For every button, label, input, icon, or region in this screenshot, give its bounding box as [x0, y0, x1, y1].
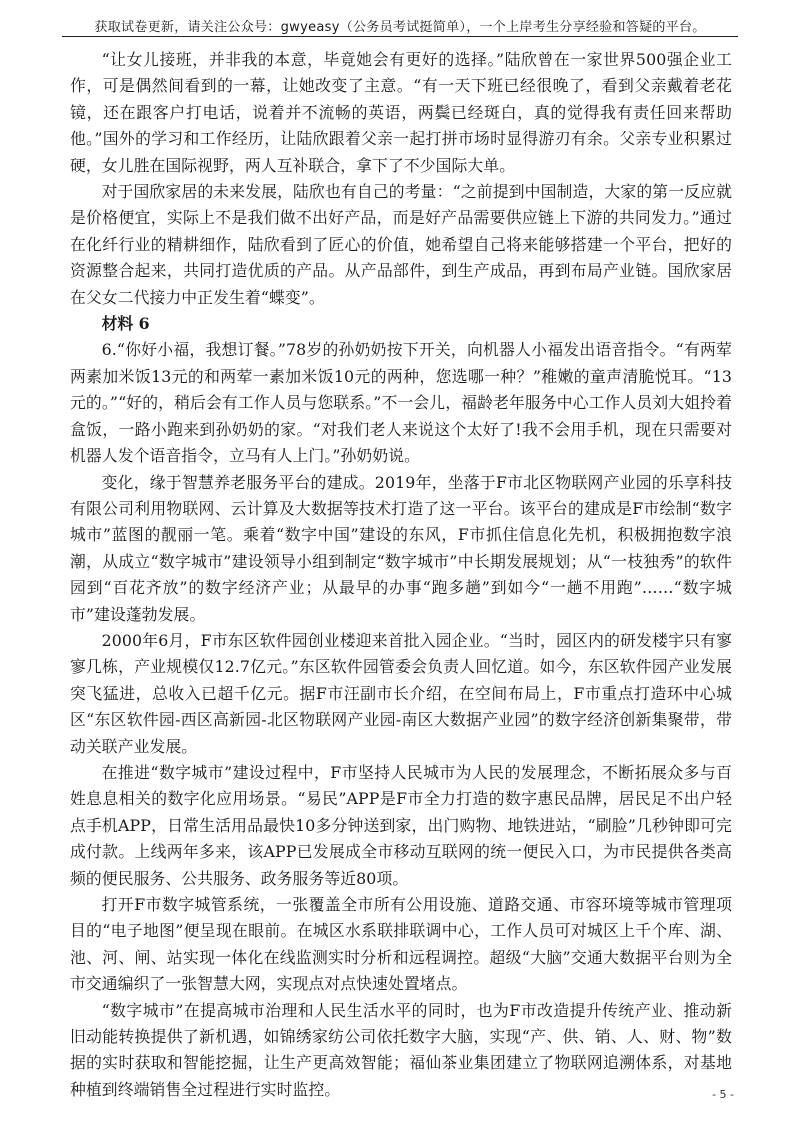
page-number: - 5 - [712, 1088, 734, 1101]
paragraph: 6.“你好小福，我想订餐。”78岁的孙奶奶按下开关，向机器人小福发出语音指令。“有两荤两素加米饭13元的和两荤一素加米饭10元的两种，您选哪一种？”稚嫩的童声清脆悦耳。“13元的。”“好的，稍后会有工作人员与您联系。”不一会儿，福龄老年服务中心工作人员刘大姐拎着盒饭，一路小跑来到孙奶奶的家。“对我们老人来说这个太好了!我不会用手机，现在只需要对机器人发个语音指令，立马有人上门。”孙奶奶说。 [70, 340, 732, 466]
header-notice: 获取试卷更新，请关注公众号：gwyeasy（公务员考试挺简单），一个上岸考生分享经验和答疑的平台。 [94, 20, 706, 35]
paragraph: 打开F市数字城管系统，一张覆盖全市所有公用设施、道路交通、市容环境等城市管理项目的“电子地图”便呈现在眼前。在城区水系联排联调中心，工作人员可对城区上千个库、湖、池、河、闸、站实现一体化在线监测实时分析和远程调控。超级“大脑”交通大数据平台则为全市交通编织了一张智慧大网，实现点对点快速处置堵点。 [70, 895, 732, 994]
paragraph: 变化，缘于智慧养老服务平台的建成。2019年，坐落于F市北区物联网产业园的乐享科技有限公司利用物联网、云计算及大数据等技术打造了这一平台。该平台的建成是F市绘制“数字城市”蓝图的靓丽一笔。乘着“数字中国”建设的东风，F市抓住信息化先机，积极拥抱数字浪潮，从成立“数字城市”建设领导小组到制定“数字城市”中长期发展规划；从“一枝独秀”的软件园到“百花齐放”的数字经济产业；从最早的办事“跑多趟”到如今“一趟不用跑”……“数字城市”建设蓬勃发展。 [70, 472, 732, 624]
paragraph: 2000年6月，F市东区软件园创业楼迎来首批入园企业。“当时，园区内的研发楼宇只有寥寥几栋，产业规模仅12.7亿元。”东区软件园管委会负责人回忆道。如今，东区软件园产业发展突飞猛进，总收入已超千亿元。据F市汪副市长介绍，在空间布局上，F市重点打造环中心城区“东区软件园-西区高新园-北区物联网产业园-南区大数据产业园”的数字经济创新集聚带，带动关联产业发展。 [70, 630, 732, 756]
paragraph: 对于国欣家居的未来发展，陆欣也有自己的考量：“之前提到中国制造，大家的第一反应就是价格便宜，实际上不是我们做不出好产品，而是好产品需要供应链上下游的共同发力。”通过在化纤行业的精耕细作，陆欣看到了匠心的价值，她希望自己将来能够搭建一个平台，把好的资源整合起来，共同打造优质的产品。从产品部件，到生产成品，再到布局产业链。国欣家居在父女二代接力中正发生着“蝶变”。 [70, 182, 732, 307]
paragraph: “让女儿接班，并非我的本意，毕竟她会有更好的选择。”陆欣曾在一家世界500强企业工作，可是偶然间看到的一幕，让她改变了主意。“有一天下班已经很晚了，看到父亲戴着老花镜，还在跟客户打电话，说着并不流畅的英语，两鬓已经斑白，真的觉得我有责任回来帮助他。”国外的学习和工作经历，让陆欣跟着父亲一起打拼市场时显得游刃有余。父亲专业积累过硬，女儿胜在国际视野，两人互补联合，拿下了不少国际大单。 [70, 50, 732, 175]
document-body [70, 47, 732, 1103]
paragraph: “数字城市”在提高城市治理和人民生活水平的同时，也为F市改造提升传统产业、推动新旧动能转换提供了新机遇，如锦绣家纺公司依托数字大脑，实现“产、供、销、人、财、物”数据的实时获取和智能挖掘，让生产更高效智能；福仙茶业集团建立了物联网追溯体系，对基地种植到终端销售全过程进行实时监控。 [70, 1000, 732, 1099]
header-divider [62, 36, 738, 37]
paragraph: 在推进“数字城市”建设过程中，F市坚持人民城市为人民的发展理念，不断拓展众多与百姓息息相关的数字化应用场景。“易民”APP是F市全力打造的数字惠民品牌，居民足不出户轻点手机APP，日常生活用品最快10多分钟送到家，出门购物、地铁进站，“刷脸”几秒钟即可完成付款。上线两年多来，该APP已发展成全市移动互联网的统一便民入口，为市民提供各类高频的便民服务、公共服务、政务服务等近80项。 [70, 762, 732, 888]
section-heading: 材料 6 [101, 314, 150, 334]
